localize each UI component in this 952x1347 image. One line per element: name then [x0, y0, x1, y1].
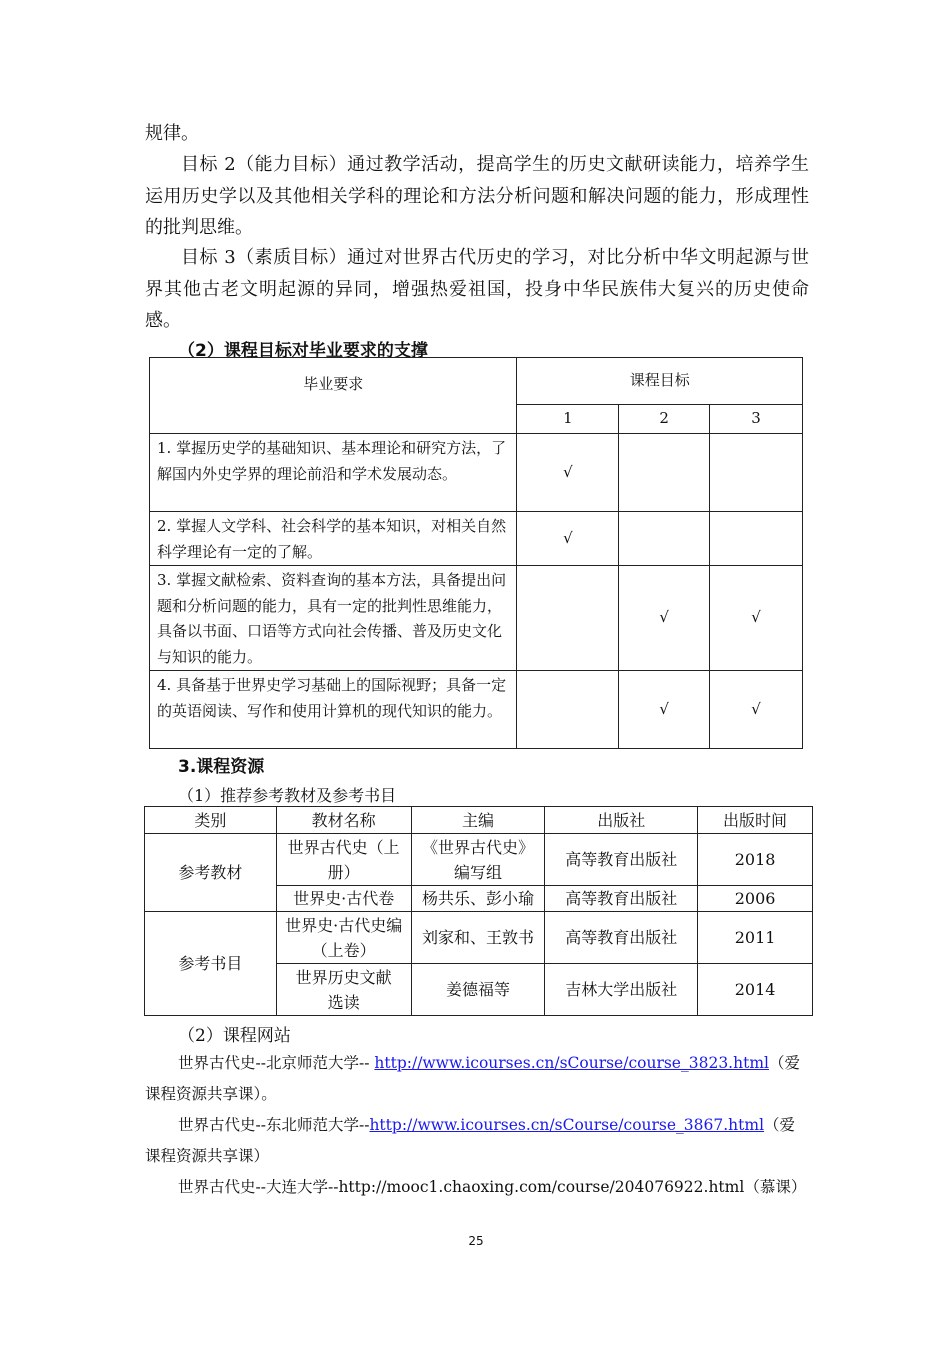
support-header-row — [150, 358, 803, 405]
header-requirement: 毕业要求 — [150, 358, 517, 434]
website-prefix: 世界古代史--东北师范大学-- — [178, 1116, 370, 1134]
resources-heading: 3.课程资源 — [178, 757, 265, 777]
book-editor: 刘家和、王敦书 — [411, 912, 545, 964]
header-editor: 主编 — [411, 807, 545, 834]
book-publisher: 吉林大学出版社 — [545, 964, 698, 1016]
website-prefix: 世界古代史--北京师范大学-- — [178, 1054, 375, 1072]
check-cell: √ — [710, 566, 803, 671]
support-heading: （2）课程目标对毕业要求的支撑 — [178, 341, 428, 361]
website-link[interactable]: http://www.icourses.cn/sCourse/course_3867.html — [369, 1116, 765, 1134]
book-year: 2014 — [698, 964, 813, 1016]
book-editor: 杨共乐、彭小瑜 — [411, 886, 545, 912]
requirement-text: 1. 掌握历史学的基础知识、基本理论和研究方法，了解国内外史学界的理论前沿和学术发展动态。 — [150, 434, 517, 512]
book-publisher: 高等教育出版社 — [545, 834, 698, 886]
check-cell — [619, 512, 710, 566]
check-cell: √ — [517, 512, 619, 566]
goal-number: 2 — [619, 405, 710, 434]
book-publisher: 高等教育出版社 — [545, 886, 698, 912]
check-cell: √ — [710, 671, 803, 749]
page-number: 25 — [468, 1234, 484, 1248]
header-course-goal: 课程目标 — [517, 358, 803, 405]
book-year: 2011 — [698, 912, 813, 964]
requirement-text: 3. 掌握文献检索、资料查询的基本方法，具备提出问题和分析问题的能力，具有一定的批判性思维能力，具备以书面、口语等方式向社会传播、普及历史文化与知识的能力。 — [150, 566, 517, 671]
check-cell — [517, 671, 619, 749]
table-row — [145, 912, 813, 964]
website-entry — [145, 1048, 809, 1110]
website-suffix: （爱课程资源共享课） — [145, 1116, 796, 1165]
textbook-header-row — [145, 807, 813, 834]
header-publisher: 出版社 — [545, 807, 698, 834]
book-editor: 《世界古代史》编写组 — [411, 834, 545, 886]
header-title: 教材名称 — [276, 807, 411, 834]
website-entry — [145, 1172, 809, 1203]
goal-number: 3 — [710, 405, 803, 434]
textbooks-subheading: （1）推荐参考教材及参考书目 — [178, 786, 397, 805]
check-cell: √ — [619, 671, 710, 749]
goal-number: 1 — [517, 405, 619, 434]
header-category: 类别 — [145, 807, 277, 834]
category-cell: 参考书目 — [145, 912, 277, 1016]
paragraph-goal-3: 目标 3（素质目标）通过对世界古代历史的学习，对比分析中华文明起源与世界其他古老文明起源的异同，增强热爱祖国，投身中华民族伟大复兴的历史使命感。 — [145, 247, 809, 331]
book-year: 2018 — [698, 834, 813, 886]
website-prefix: 世界古代史--大连大学-- — [178, 1178, 339, 1196]
check-cell — [619, 434, 710, 512]
paragraph-goal-2: 目标 2（能力目标）通过教学活动，提高学生的历史文献研读能力，培养学生运用历史学以及其他相关学科的理论和方法分析问题和解决问题的能力，形成理性的批判思维。 — [145, 154, 809, 238]
book-publisher: 高等教育出版社 — [545, 912, 698, 964]
check-cell: √ — [517, 434, 619, 512]
book-title: 世界古代史（上册） — [276, 834, 411, 886]
check-cell — [517, 566, 619, 671]
table-row — [150, 512, 803, 566]
requirement-text: 4. 具备基于世界史学习基础上的国际视野；具备一定的英语阅读、写作和使用计算机的现代知识的能力。 — [150, 671, 517, 749]
website-link[interactable]: http://www.icourses.cn/sCourse/course_3823.html — [374, 1054, 769, 1072]
book-year: 2006 — [698, 886, 813, 912]
websites-subheading: （2）课程网站 — [178, 1026, 291, 1046]
support-table — [149, 357, 803, 749]
check-cell — [710, 434, 803, 512]
book-title: 世界史·古代史编（上卷） — [276, 912, 411, 964]
category-cell: 参考教材 — [145, 834, 277, 912]
header-year: 出版时间 — [698, 807, 813, 834]
website-suffix: （爱课程资源共享课）。 — [145, 1054, 800, 1103]
website-entry — [145, 1110, 809, 1172]
paragraph-continuation: 规律。 — [145, 123, 199, 144]
book-editor: 姜德福等 — [411, 964, 545, 1016]
book-title: 世界史·古代卷 — [276, 886, 411, 912]
requirement-text: 2. 掌握人文学科、社会科学的基本知识，对相关自然科学理论有一定的了解。 — [150, 512, 517, 566]
check-cell: √ — [619, 566, 710, 671]
table-row — [145, 834, 813, 886]
table-row — [150, 566, 803, 671]
table-row — [150, 434, 803, 512]
book-title: 世界历史文献选读 — [276, 964, 411, 1016]
website-suffix: （慕课） — [744, 1178, 807, 1196]
website-url-text: http://mooc1.chaoxing.com/course/204076922.html — [338, 1178, 745, 1196]
check-cell — [710, 512, 803, 566]
textbook-table — [144, 806, 813, 1016]
table-row — [150, 671, 803, 749]
